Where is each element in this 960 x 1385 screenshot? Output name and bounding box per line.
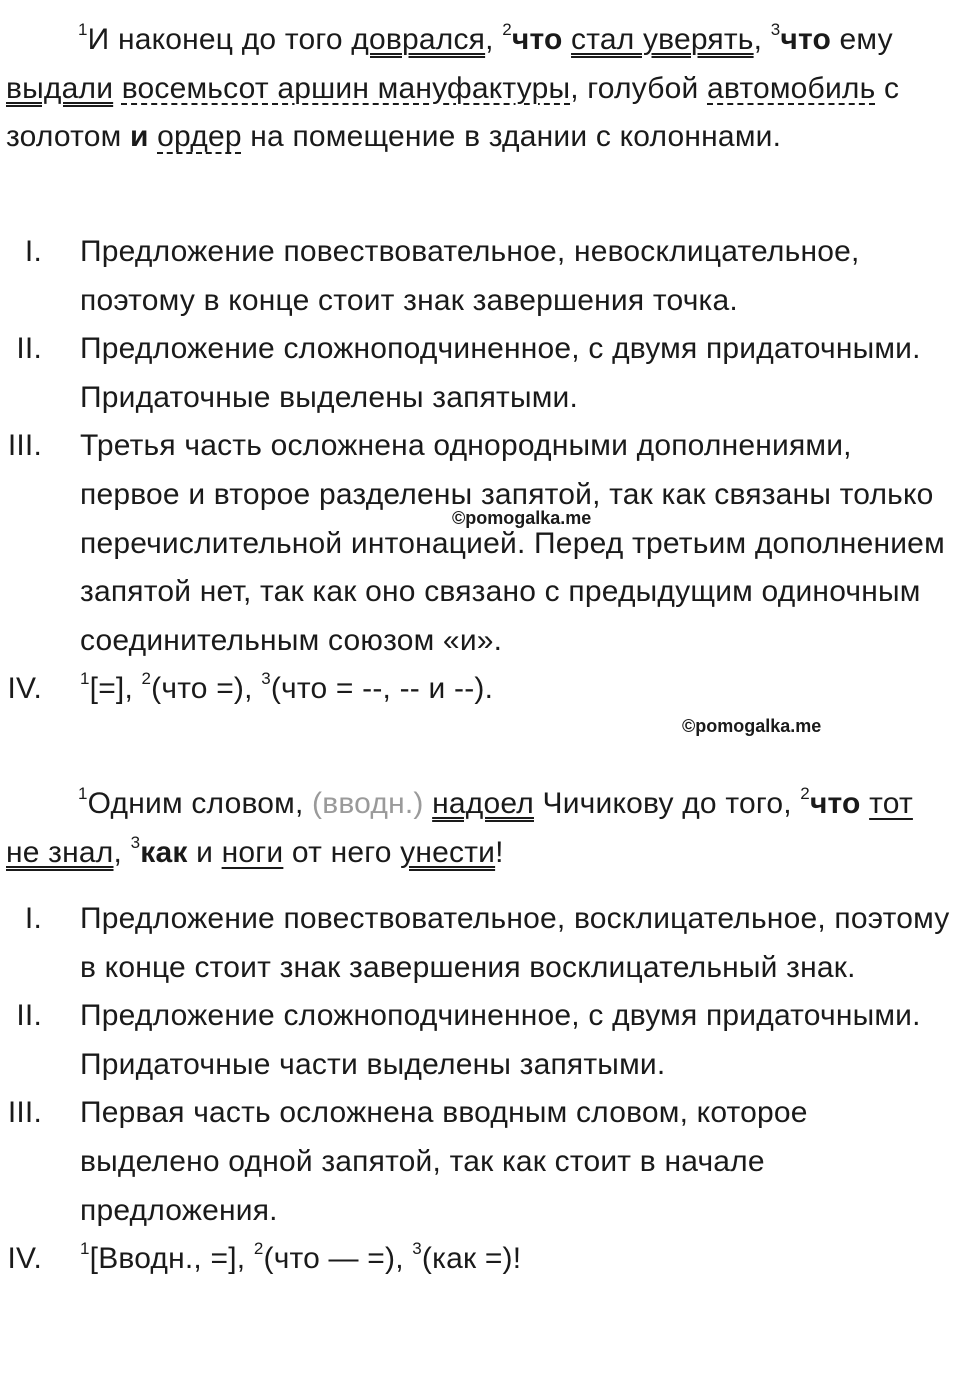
list-item	[0, 1089, 955, 1235]
item-number: I.	[24, 902, 42, 935]
object: ордер	[157, 120, 242, 154]
item-text: Предложение сложноподчиненное, с двумя придаточными. Придаточные выделены запятыми.	[80, 332, 921, 414]
item-text: Первая часть осложнена вводным словом, которое выделено одной запятой, так как стоит в начале предложения.	[80, 1096, 808, 1227]
predicate: надоел	[432, 787, 534, 820]
list-item	[0, 228, 955, 325]
subject: тот	[869, 787, 913, 820]
clause-number: 3	[770, 20, 781, 39]
item-text: Предложение повествовательное, восклицательное, поэтому в конце стоит знак завершения восклицательный знак.	[80, 902, 950, 984]
clause-number: 1	[78, 20, 88, 39]
list-item	[0, 992, 955, 1089]
conjunction: что	[780, 23, 831, 56]
list-item	[0, 422, 955, 665]
item-number: III.	[7, 429, 42, 463]
parenthetical-note: (вводн.)	[312, 787, 424, 820]
sentence-scheme: $^1$[Вводн., =], $^2$(что — =), $^3$(как =)!	[80, 1239, 522, 1276]
analysis-list-2	[0, 895, 955, 1284]
analyzed-sentence-2: $^1$Одним словом, (вводн.) надоел Чичикову до того, $^2$что тот не знал, $^3$как и ноги от него унести!	[6, 784, 913, 869]
item-number: IV.	[7, 672, 42, 706]
watermark: ©pomogalka.me	[682, 716, 822, 736]
item-number: II.	[16, 332, 42, 366]
predicate: доврался	[351, 23, 486, 56]
item-text: Предложение повествовательное, невосклицательное, поэтому в конце стоит знак завершения точка.	[80, 235, 860, 317]
predicate: не знал	[6, 835, 114, 869]
list-item	[0, 325, 955, 422]
item-number: III.	[7, 1096, 42, 1130]
predicate: выдали	[6, 71, 114, 105]
analysis-list-1	[0, 228, 955, 714]
clause-number: 2	[502, 20, 512, 39]
watermark: ©pomogalka.me	[452, 508, 592, 528]
conjunction: что	[809, 787, 861, 820]
item-number: I.	[24, 235, 42, 268]
item-text: Предложение сложноподчиненное, с двумя придаточными. Придаточные части выделены запятыми.	[80, 999, 921, 1081]
item-text: Третья часть осложнена однородными дополнениями, первое и второе разделены запятой, так как связаны только перечислительной интонацией. Перед третьим дополнением запятой нет, так как оно связано с предыдущим одиночным соединительным союзом «и».	[80, 429, 945, 657]
clause-number: 1	[78, 784, 88, 803]
conjunction: что	[511, 23, 563, 56]
predicate: стал уверять	[571, 23, 754, 56]
object: автомобиль	[707, 71, 876, 105]
clause-number: 2	[800, 784, 810, 803]
list-item	[0, 895, 955, 992]
conjunction: и	[129, 120, 149, 154]
scheme-item	[0, 665, 955, 714]
clause-number: 3	[130, 832, 141, 852]
item-number: IV.	[7, 1242, 42, 1276]
predicate: унести	[400, 835, 496, 869]
scheme-item	[0, 1235, 955, 1284]
object: восемьсот аршин мануфактуры	[121, 71, 571, 105]
subject: ноги	[221, 835, 284, 869]
analyzed-sentence-1: $^1$И наконец до того доврался, $^2$что стал уверять, $^3$что ему выдали восемьсот аршин мануфактуры, голубой автомобиль с золотом и ордер на помещение в здании с колоннами.	[6, 20, 900, 154]
conjunction: как	[140, 835, 188, 869]
sentence-scheme: $^1$[=], $^2$(что =), $^3$(что = --, -- и --).	[80, 669, 494, 706]
item-number: II.	[16, 999, 42, 1033]
